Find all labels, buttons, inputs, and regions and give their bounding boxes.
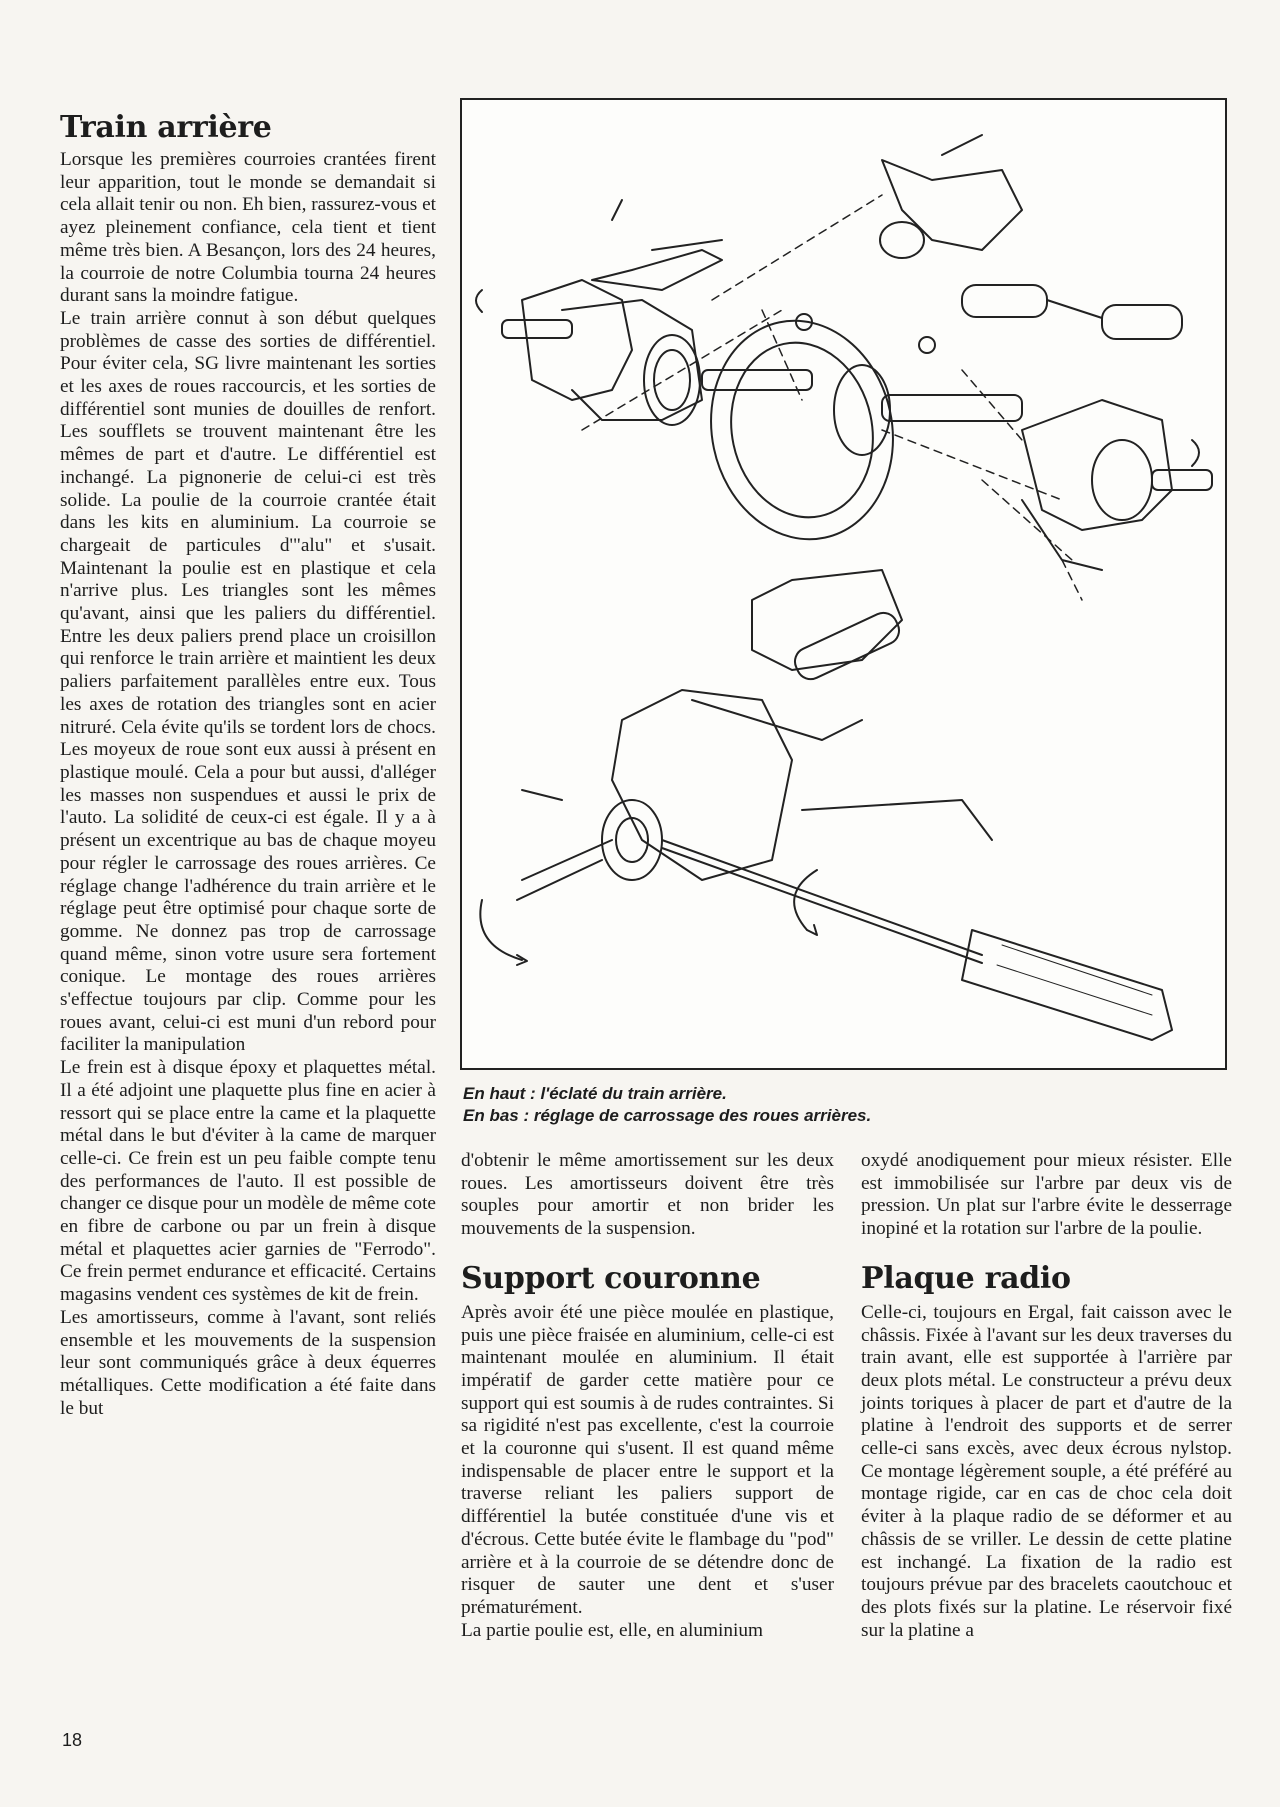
left-column	[60, 110, 436, 1420]
paragraph: Le train arrière connut à son début quelques problèmes de casse des sorties de différentiel. Pour éviter cela, SG livre maintenant les sorties et les axes de roues raccourcis, et les sorties de différentiel sont munies de douilles de renfort. Les soufflets se trouvent maintenant être les mêmes de part et d'autre. Le différentiel est inchangé. La pignonerie de celui-ci est très solide. La poulie de la courroie crantée était dans les kits en aluminium. La courroie se chargeait de particules d'"alu" et s'usait. Maintenant la poulie est en plastique et cela n'arrive plus. Les triangles sont les mêmes qu'avant, ainsi que les paliers du différentiel. Entre les deux paliers prend place un croisillon qui renforce le train arrière et maintient les deux paliers parfaitement parallèles entre eux. Tous les axes de rotation des triangles sont en acier nitruré. Cela évite qu'ils se tordent lors de chocs. Les moyeux de roue sont eux aussi à présent en plastique moulé. Cela a pour but aussi, d'alléger les masses non suspendues et aussi le prix de l'auto. La solidité de ceux-ci est égale. Il y a à présent un excentrique au bas de chaque moyeu pour régler le carrossage des roues arrières. Ce réglage change l'adhérence du train arrière et le réglage peut être optimisé pour chaque sorte de gomme. Ne donnez pas trop de carrossage quand même, sinon votre usure sera fortement conique. Le montage des roues arrières s'effectue toujours par clip. Comme pour les roues avant, celui-ci est muni d'un rebord pour faciliter la manipulation	[60, 307, 436, 1056]
paragraph: Les amortisseurs, comme à l'avant, sont reliés ensemble et les mouvements de la suspension leur sont communiqués grâce à deux équerres métalliques. Cette modification a été faite dans le but	[60, 1306, 436, 1419]
caption-line: En haut : l'éclaté du train arrière.	[463, 1084, 727, 1103]
right-column	[861, 1150, 1232, 1642]
paragraph: La partie poulie est, elle, en aluminium	[461, 1619, 763, 1641]
section-title-support-couronne: Support couronne	[461, 1260, 761, 1296]
figure-caption	[463, 1083, 1243, 1127]
paragraph: Lorsque les premières courroies crantées firent leur apparition, tout le monde se demandait si cela allait tenir ou non. Eh bien, rassurez-vous et ayez pleinement confiance, cela tient et tient même très bien. A Besançon, lors des 24 heures, la courroie de notre Columbia tourna 24 heures durant sans la moindre fatigue.	[60, 149, 436, 307]
section-title-train-arriere: Train arrière	[60, 110, 272, 145]
paragraph: d'obtenir le même amortissement sur les deux roues. Les amortisseurs doivent être très souples pour amortir et non brider les mouvements de la suspension.	[461, 1150, 834, 1240]
paragraph: oxydé anodiquement pour mieux résister. Elle est immobilisée sur l'arbre par deux vis de pression. Un plat sur l'arbre évite le desserrage inopiné et la rotation sur l'arbre de la poulie.	[861, 1150, 1232, 1240]
paragraph: Après avoir été une pièce moulée en plastique, puis une pièce fraisée en aluminium, celle-ci est maintenant moulée en aluminium. Il était impératif de garder cette matière pour ce support qui est soumis à de rudes contraintes. Si sa rigidité n'est pas excellente, c'est la courroie et la couronne qui s'usent. Il est quand même indispensable de placer entre le support et la traverse reliant les paliers support de différentiel la butée constituée d'une vis et d'écrous. Cette butée évite le flambage du "pod" arrière et à la courroie de se détendre donc de risquer de sauter une dent et s'user prématurément.	[461, 1301, 834, 1618]
middle-column	[461, 1150, 834, 1642]
section-title-plaque-radio: Plaque radio	[861, 1260, 1071, 1296]
page-number: 18	[62, 1730, 83, 1750]
rear-axle-drawing	[462, 100, 1225, 1068]
caption-line: En bas : réglage de carrossage des roues arrières.	[463, 1106, 872, 1125]
paragraph: Le frein est à disque époxy et plaquettes métal. Il a été adjoint une plaquette plus fine en acier à ressort qui se place entre la came et la plaquette métal dans le but d'éviter à la came de marquer celle-ci. Ce frein est un peu faible compte tenu des performances de l'auto. Il est possible de changer ce disque pour un modèle de même cote en fibre de carbone ou par un frein à disque métal et plaquettes acier garnies de "Ferrodo". Ce frein permet endurance et efficacité. Certains magasins vendent ces systèmes de kit de frein.	[60, 1057, 436, 1306]
paragraph: Celle-ci, toujours en Ergal, fait caisson avec le châssis. Fixée à l'avant sur les deux traverses du train avant, elle est supportée à l'arrière par deux plots métal. Le constructeur a prévu deux joints toriques à placer de part et d'autre de la platine à l'endroit des supports et de serrer celle-ci sans excès, avec deux écrous nylstop. Ce montage légèrement souple, a été préféré au montage rigide, car en cas de choc cela doit éviter à la plaque radio de se déformer et au châssis de se vriller. Le dessin de cette platine est inchangé. La fixation de la radio est toujours prévue par des bracelets caoutchouc et des plots fixés sur la platine. Le réservoir fixé sur la platine a	[861, 1301, 1232, 1641]
exploded-view-illustration	[476, 135, 1212, 600]
camber-adjustment-illustration	[480, 570, 1172, 1040]
technical-illustration	[460, 98, 1227, 1070]
